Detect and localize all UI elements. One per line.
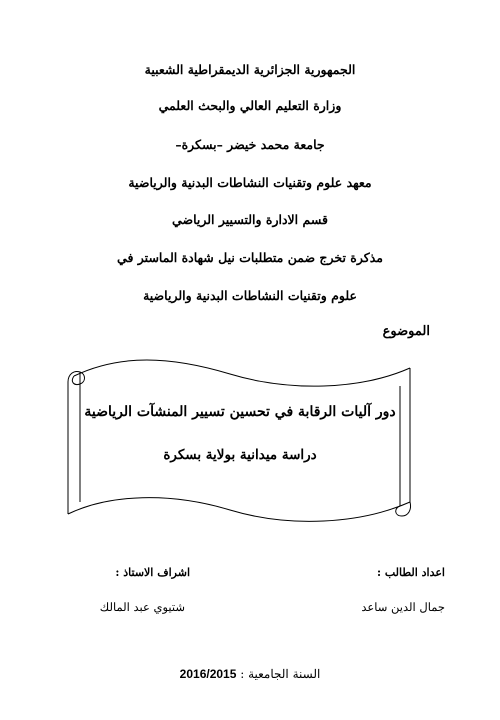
supervisor-label: اشراف الاستاذ : — [115, 566, 190, 579]
specialty-name: علوم وتقنيات النشاطات البدنية والرياضية — [143, 288, 357, 303]
thesis-title: دور آليات الرقابة في تحسين تسيير المنشآت الرياضية — [84, 404, 396, 420]
academic-year-value: 2016/2015 — [179, 667, 237, 681]
student-label: اعداد الطالب : — [376, 566, 445, 579]
scroll-shape — [60, 352, 420, 527]
academic-year-label: السنة الجامعية : — [240, 667, 321, 681]
thesis-subtitle: دراسة ميدانية بولاية بسكرة — [163, 447, 317, 463]
supervisor-name: شتيوي عبد المالك — [99, 600, 185, 614]
republic-name: الجمهورية الجزائرية الديمقراطية الشعبية — [144, 62, 356, 77]
university-name: جامعة محمد خيضر –بسكرة– — [175, 137, 325, 152]
institute-name: معهد علوم وتقنيات النشاطات البدنية والرياضية — [128, 175, 372, 190]
department-name: قسم الادارة والتسيير الرياضي — [172, 212, 328, 227]
title-scroll-banner — [60, 352, 420, 527]
academic-year — [100, 667, 400, 681]
ministry-name: وزارة التعليم العالي والبحث العلمي — [158, 98, 342, 113]
thesis-description: مذكرة تخرج ضمن متطلبات نيل شهادة الماستر في — [117, 250, 383, 265]
student-name: جمال الدين ساعد — [361, 600, 445, 614]
subject-label: الموضوع — [382, 324, 430, 339]
